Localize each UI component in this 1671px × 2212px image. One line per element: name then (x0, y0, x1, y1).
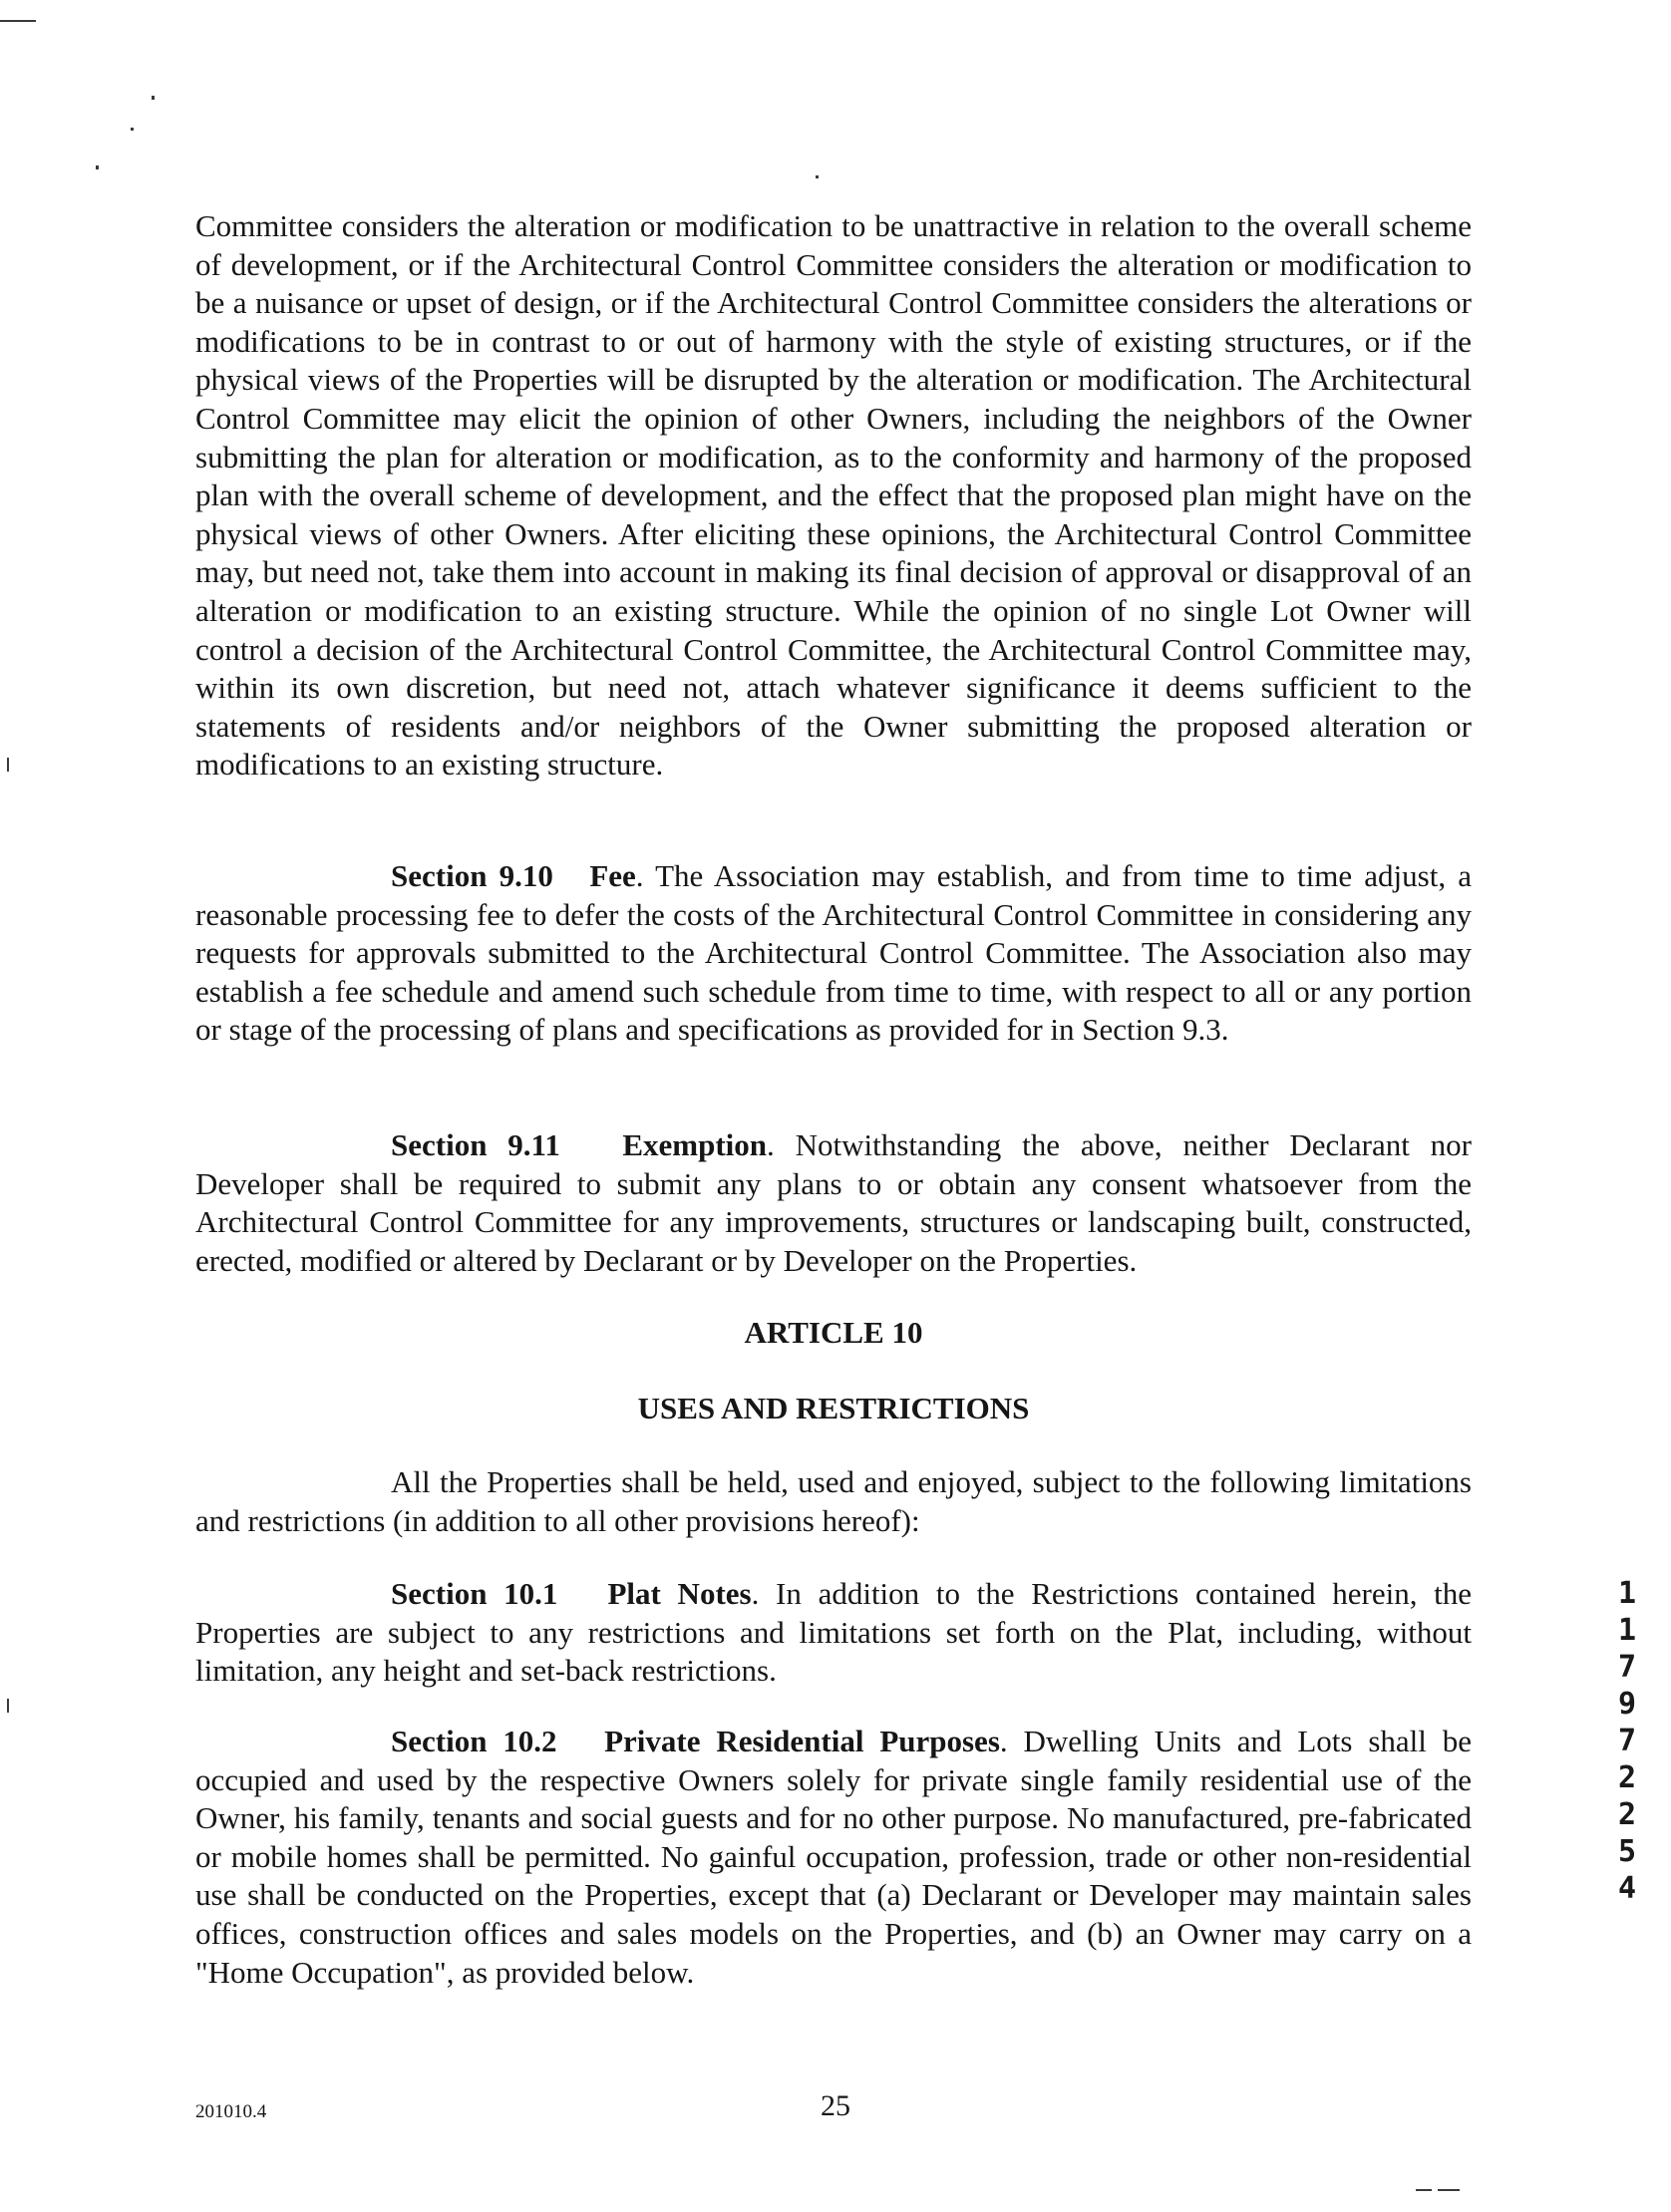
section-9-11-body: Notwithstanding the above, neither Declarant nor Developer shall be required to submit any plans to or obtain any consent whatsoever from the Architectural Control Committee for any improvements, structures or landscaping built, constructed, erected, modified or altered by Declarant or by Developer on the Properties. (195, 1127, 1473, 1278)
article-title: USES AND RESTRICTIONS (637, 1391, 1030, 1425)
section-10-2-heading: Section 10.2 (391, 1724, 557, 1758)
article-intro: All the Properties shall be held, used and enjoyed, subject to the following limitations and restrictions (in addition to all other provisions hereof): (195, 1464, 1472, 1538)
scan-mark (7, 1699, 9, 1713)
section-10-1-paragraph: Section 10.1 Plat Notes. In addition to the Restrictions contained herein, the Properties are subject to any restrictions and limitations set forth on the Plat, including, without limitation, any height and set-back restrictions. (195, 1576, 1473, 1689)
section-9-10-title: Fee (589, 858, 636, 893)
section-10-2-title: Private Residential Purposes (604, 1724, 1000, 1758)
article-heading: ARTICLE 10 (744, 1315, 923, 1350)
scan-mark (1416, 2189, 1432, 2191)
page-number: 25 (821, 2089, 850, 2122)
section-10-1-heading: Section 10.1 (391, 1576, 558, 1611)
scan-mark (1438, 2189, 1460, 2191)
section-10-1-title: Plat Notes (607, 1576, 752, 1611)
section-10-1-body: In addition to the Restrictions contained herein, the Properties are subject to any restrictions and limitations set forth on the Plat, including, without limitation, any height and set-back restrictions. (195, 1576, 1473, 1689)
scan-mark (131, 128, 134, 131)
section-9-11-heading: Section 9.11 (391, 1127, 560, 1162)
section-9-11-paragraph: Section 9.11 Exemption. Notwithstanding the above, neither Declarant nor Developer shall be required to submit any plans to or obtain any consent whatsoever from the Architectural Control Committee for any improvements, structures or landscaping built, constructed, erected, modified or altered by Declarant or by Developer on the Properties. (195, 1127, 1473, 1278)
section-9-10-body: The Association may establish, and from time to time adjust, a reasonable processing fee to defer the costs of the Architectural Control Committee in considering any requests for approvals submitted to the Architectural Control Committee. The Association also may establish a fee schedule and amend such schedule from time to time, with respect to all or any portion or stage of the processing of plans and specifications as provided for in Section 9.3. (195, 858, 1472, 1048)
scan-mark (7, 758, 9, 772)
scan-mark (0, 20, 36, 22)
section-9-11-title: Exemption (622, 1127, 768, 1162)
scan-mark (152, 96, 155, 100)
section-9-10-heading: Section 9.10 (391, 858, 553, 893)
section-10-2-body: Dwelling Units and Lots shall be occupied and used by the respective Owners solely for private single family residential use of the Owner, his family, tenants and social guests and for no other purpose. No manufactured, pre-fabricated or mobile homes shall be permitted. No gainful occupation, profession, trade or other non-residential use shall be conducted on the Properties, except that (a) Declarant or Developer may maintain sales offices, construction offices and sales models on the Properties, and (b) an Owner may carry on a "Home Occupation", as provided below. (195, 1724, 1472, 1990)
scan-mark (96, 165, 99, 169)
section-10-2-paragraph: Section 10.2 Private Residential Purposes. Dwelling Units and Lots shall be occupied and used by the respective Owners solely for private single family residential use of the Owner, his family, tenants and social guests and for no other purpose. No manufactured, pre-fabricated or mobile homes shall be permitted. No gainful occupation, profession, trade or other non-residential use shall be conducted on the Properties, except that (a) Declarant or Developer may maintain sales offices, construction offices and sales models on the Properties, and (b) an Owner may carry on a "Home Occupation", as provided below. (195, 1724, 1472, 1990)
footer-document-id: 201010.4 (195, 2101, 267, 2122)
scan-mark (816, 175, 819, 178)
intro-paragraph: Committee considers the alteration or modification to be unattractive in relation to the overall scheme of development, or if the Architectural Control Committee considers the alteration or modification to be a nuisance or upset of design, or if the Architectural Control Committee considers the alterations or modifications to be in contrast to or out of harmony with the style of existing structures, or if the physical views of the Properties will be disrupted by the alteration or modification. The Architectural Control Committee may elicit the opinion of other Owners, including the neighbors of the Owner submitting the plan for alteration or modification, as to the conformity and harmony of the proposed plan with the overall scheme of development, and the effect that the proposed plan might have on the physical views of other Owners. After eliciting these opinions, the Architectural Control Committee may, but need not, take them into account in making its final decision of approval or disapproval of an alteration or modification to an existing structure. While the opinion of no single Lot Owner will control a decision of the Architectural Control Committee, the Architectural Control Committee may, within its own discretion, but need not, attach whatever significance it deems sufficient to the statements of residents and/or neighbors of the Owner submitting the proposed alteration or modifications to an existing structure. (195, 208, 1472, 783)
margin-recording-number: 11797 2254 (1617, 1576, 1637, 1906)
section-9-10-paragraph: Section 9.10 Fee. The Association may establish, and from time to time adjust, a reasonable processing fee to defer the costs of the Architectural Control Committee in considering any requests for approvals submitted to the Architectural Control Committee. The Association also may establish a fee schedule and amend such schedule from time to time, with respect to all or any portion or stage of the processing of plans and specifications as provided for in Section 9.3. (195, 858, 1472, 1048)
